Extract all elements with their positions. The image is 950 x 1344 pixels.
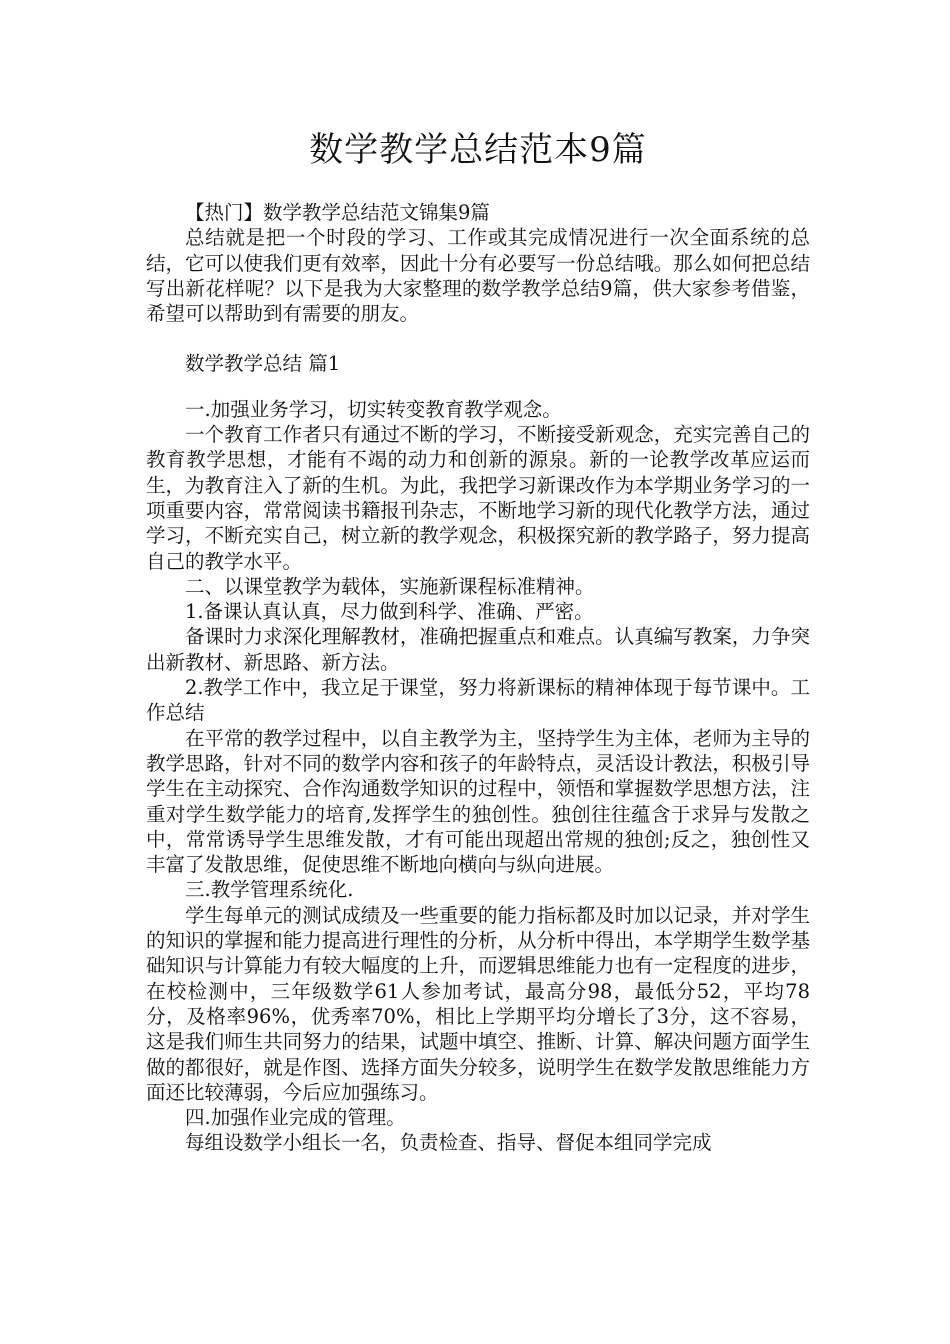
- body-heading-2: 二、以课堂教学为载体，实施新课程标准精神。: [185, 574, 595, 598]
- document-page: [146, 128, 810, 1156]
- body-paragraph: 学生每单元的测试成绩及一些重要的能力指标都及时加以记录，并对学生的知识的掌握和能力提高进行理性的分析，从分析中得出，本学期学生数学基础知识与计算能力有较大幅度的上升，而逻辑思维能力也有一定程度的进步，在校检测中，三年级数学61人参加考试，最高分98，最低分52，平均78分，及格率96%，优秀率70%，相比上学期平均分增长了3分，这不容易，这是我们师生共同努力的结果，试题中填空、推断、计算、解决问题方面学生做的都很好，就是作图、选择方面失分较多，说明学生在数学发散思维能力方面还比较薄弱，今后应加强练习。: [146, 903, 810, 1104]
- body-heading-4: 四.加强作业完成的管理。: [185, 1106, 406, 1130]
- intro-paragraph: 总结就是把一个时段的学习、工作或其完成情况进行一次全面系统的总结，它可以使我们更有效率，因此十分有必要写一份总结哦。那么如何把总结写出新花样呢？以下是我为大家整理的数学教学总结9篇，供大家参考借鉴，希望可以帮助到有需要的朋友。: [146, 226, 810, 326]
- body-heading-1: 一.加强业务学习，切实转变教育教学观念。: [185, 397, 562, 421]
- body-paragraph: 一个教育工作者只有通过不断的学习，不断接受新观念，充实完善自己的教育教学思想，才能有不竭的动力和创新的源泉。新的一论教学改革应运而生，为教育注入了新的生机。为此，我把学习新课改作为本学期业务学习的一项重要内容，常常阅读书籍报刊杂志，不断地学习新的现代化教学方法，通过学习，不断充实自己，树立新的教学观念，积极探究新的教学路子，努力提高自己的教学水平。: [146, 423, 810, 573]
- body-paragraph: 每组设数学小组长一名，负责检查、指导、督促本组同学完成: [185, 1131, 712, 1155]
- document-title: 数学教学总结范本9篇: [309, 130, 647, 170]
- body-heading-3: 三.教学管理系统化.: [185, 878, 354, 902]
- body-paragraph: 在平常的教学过程中，以自主教学为主，坚持学生为主体，老师为主导的教学思路，针对不同的数学内容和孩子的年龄特点，灵活设计教法，积极引导学生在主动探究、合作沟通数学知识的过程中，领悟和掌握数学思想方法，注重对学生数学能力的培育,发挥学生的独创性。独创往往蕴含于求异与发散之中，常常诱导学生思维发散，才有可能出现超出常规的独创;反之，独创性又丰富了发散思维，促使思维不断地向横向与纵向进展。: [146, 726, 810, 877]
- intro-tagline: 【热门】数学教学总结范文锦集9篇: [185, 201, 490, 224]
- body-subheading: 1.备课认真认真，尽力做到科学、准确、严密。: [185, 600, 594, 624]
- body-subheading: 2.教学工作中，我立足于课堂，努力将新课标的精神体现于每节课中。工作总结: [146, 676, 810, 725]
- section-heading: 数学教学总结 篇1: [185, 352, 341, 376]
- body-paragraph: 备课时力求深化理解教材，准确把握重点和难点。认真编写教案，力争突出新教材、新思路、新方法。: [146, 625, 810, 674]
- spacer: [146, 377, 810, 397]
- spacer: [146, 326, 810, 351]
